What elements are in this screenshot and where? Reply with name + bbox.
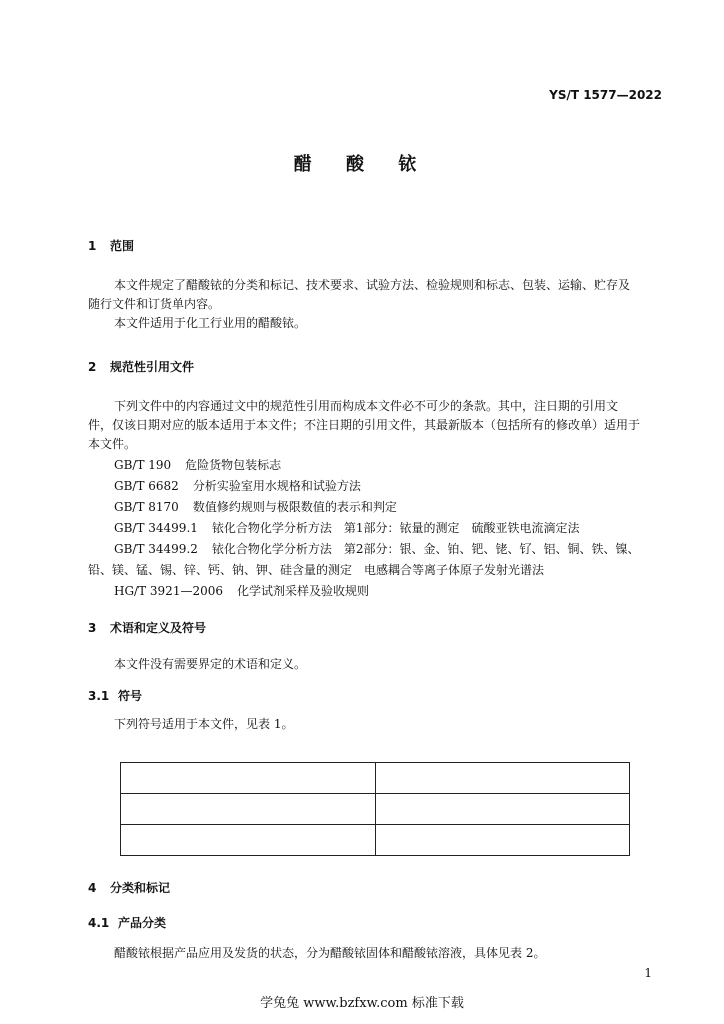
table-row (121, 825, 630, 856)
section-3-heading (88, 619, 206, 636)
table-cell (375, 825, 630, 856)
reference-title: 分析实验室用水规格和试验方法 (192, 479, 361, 493)
reference-title: 铱化合物化学分析方法 第1部分：铱量的测定 硫酸亚铁电流滴定法 (211, 521, 580, 535)
section-2-heading (88, 358, 194, 375)
section-title: 范围 (110, 239, 135, 253)
section-4-heading (88, 879, 170, 896)
section-3-1-heading (88, 687, 142, 704)
table-header-cell (121, 763, 376, 794)
section-title: 产品分类 (118, 916, 167, 930)
reference-item (114, 518, 640, 539)
section-title: 符号 (118, 689, 143, 703)
symbols-table (120, 762, 630, 856)
reference-title: 化学试剂采样及验收规则 (237, 584, 370, 598)
reference-code: GB/T 34499.2 (114, 542, 198, 556)
reference-title: 数值修约规则与极限数值的表示和判定 (192, 500, 397, 514)
section-number: 3.1 (88, 689, 110, 703)
table-cell (121, 825, 376, 856)
section-4-1-paragraph: 醋酸铱根据产品应用及发货的状态，分为醋酸铱固体和醋酸铱溶液，具体见表 2。 (114, 946, 546, 960)
page-number: 1 (644, 966, 652, 980)
section-1-paragraph-1: 本文件规定了醋酸铱的分类和标记、技术要求、试验方法、检验规则和标志、包装、运输、贮存及随行文件和订货单内容。 (88, 278, 631, 311)
table-row (121, 794, 630, 825)
table-header-row (121, 763, 630, 794)
table-header-cell (375, 763, 630, 794)
reference-item (88, 539, 640, 581)
section-1-heading (88, 237, 134, 254)
section-title: 分类和标记 (110, 881, 171, 895)
reference-code: GB/T 190 (114, 458, 172, 472)
reference-title: 铱化合物化学分析方法 第2部分：银、金、铂、钯、铑、钌、铝、铜、铁、镍、铅、镁、锰、锡、锌、钙、钠、钾、硅含量的测定 电感耦合等离子体原子发射光谱法 (88, 542, 640, 577)
reference-item (114, 581, 640, 602)
section-title: 术语和定义及符号 (110, 621, 207, 635)
section-4-1-heading (88, 914, 166, 931)
reference-title: 危险货物包装标志 (185, 458, 282, 472)
section-2-intro: 下列文件中的内容通过文中的规范性引用而构成本文件必不可少的条款。其中，注日期的引用文件，仅该日期对应的版本适用于本文件；不注日期的引用文件，其最新版本（包括所有的修改单）适用于本文件。 (88, 399, 641, 451)
standard-number: YS/T 1577—2022 (549, 88, 662, 102)
reference-code: GB/T 34499.1 (114, 521, 198, 535)
table-cell (121, 794, 376, 825)
reference-code: GB/T 6682 (114, 479, 179, 493)
document-title: 醋 酸 铱 (293, 154, 431, 175)
section-number: 2 (88, 360, 97, 374)
section-number: 4.1 (88, 916, 110, 930)
footer-watermark: 学兔兔 www.bzfxw.com 标准下载 (260, 996, 464, 1011)
section-1-paragraph-2: 本文件适用于化工行业用的醋酸铱。 (114, 316, 307, 330)
section-number: 4 (88, 881, 97, 895)
section-3-1-paragraph: 下列符号适用于本文件，见表 1。 (114, 717, 294, 731)
table-cell (375, 794, 630, 825)
reference-code: GB/T 8170 (114, 500, 179, 514)
reference-code: HG/T 3921—2006 (114, 584, 223, 598)
section-3-paragraph: 本文件没有需要界定的术语和定义。 (114, 657, 307, 671)
section-number: 3 (88, 621, 97, 635)
reference-item (114, 497, 640, 518)
section-number: 1 (88, 239, 97, 253)
section-title: 规范性引用文件 (110, 360, 195, 374)
reference-item (114, 476, 640, 497)
reference-item (114, 455, 640, 476)
